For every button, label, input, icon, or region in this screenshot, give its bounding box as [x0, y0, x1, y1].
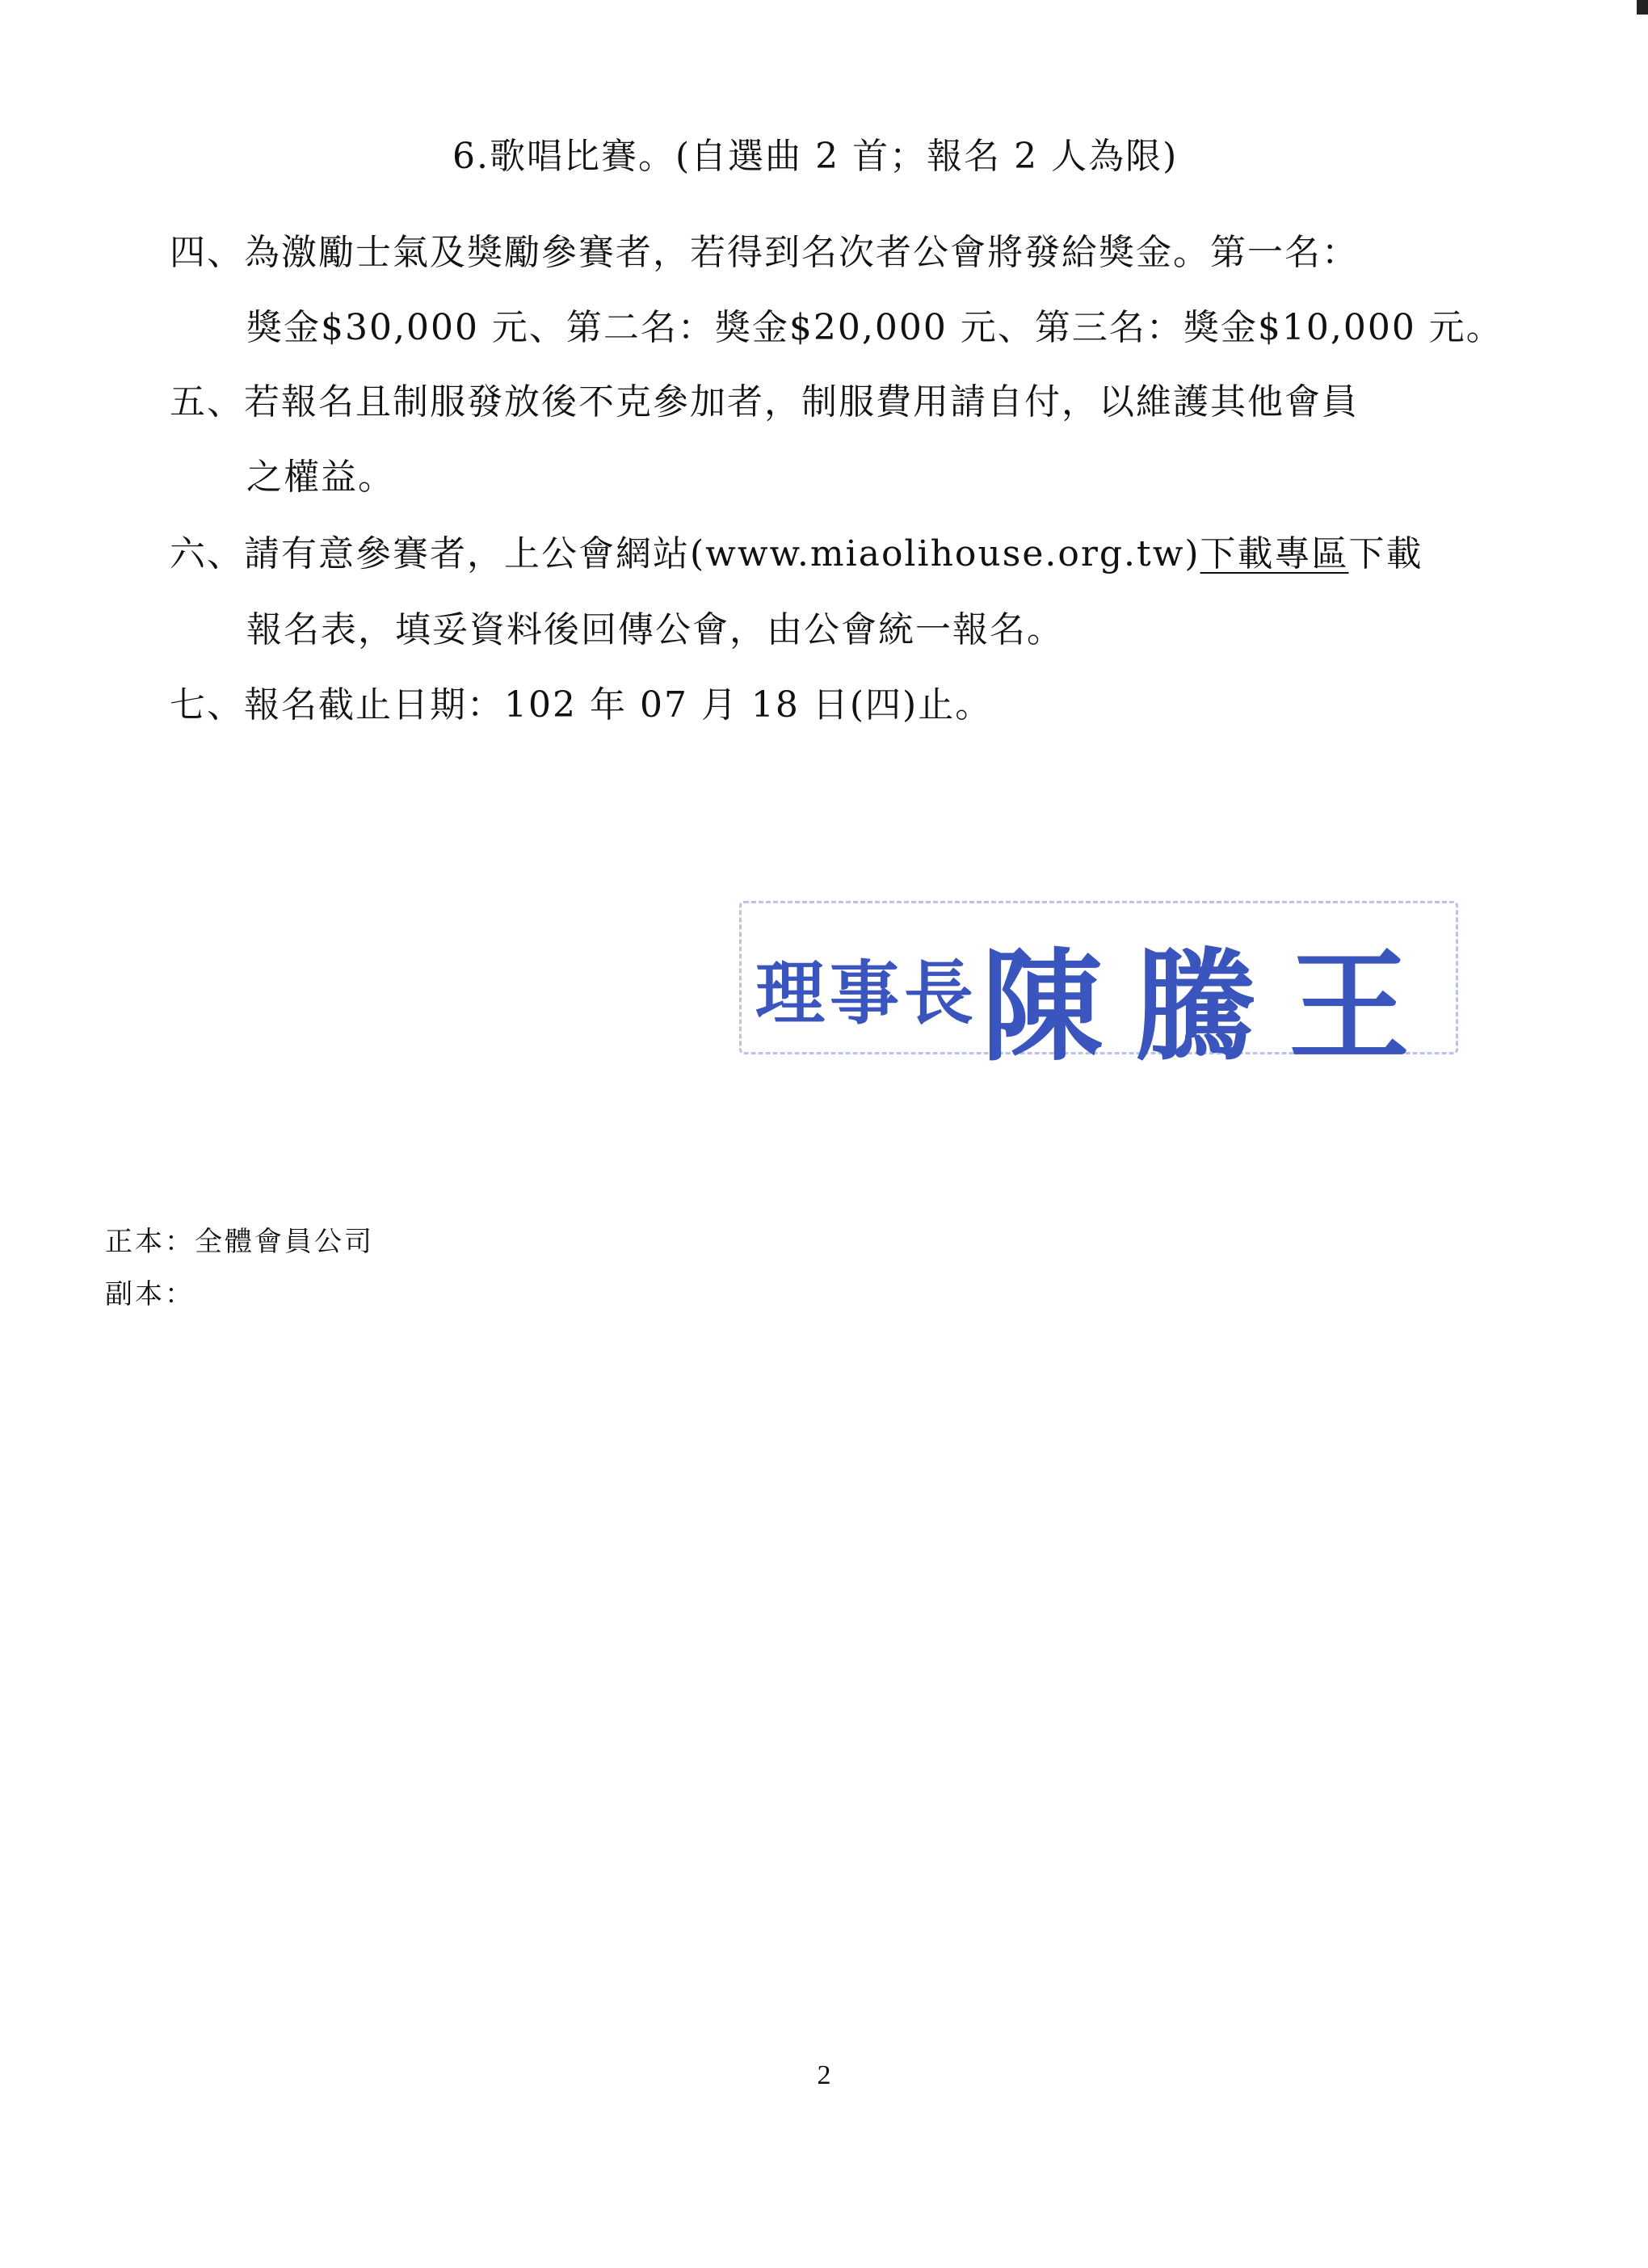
chairman-seal [739, 901, 1458, 1078]
download-area-link[interactable]: 下載專區 [1200, 533, 1349, 574]
page-number: 2 [817, 2060, 831, 2090]
section-4-line-2: 獎金$30,000 元、第二名：獎金$20,000 元、第三名：獎金$10,000 元。 [246, 307, 1503, 348]
section-7-deadline: 七、報名截止日期：102 年 07 月 18 日(四)止。 [170, 684, 993, 726]
section-5-line-2: 之權益。 [246, 457, 395, 498]
section-4-line-1: 四、為激勵士氣及獎勵參賽者，若得到名次者公會將發給獎金。第一名： [170, 232, 1359, 273]
seal-name: 陳騰王 [982, 936, 1443, 1078]
section-6-line-2: 報名表，填妥資料後回傳公會，由公會統一報名。 [246, 609, 1064, 650]
copy-recipient: 副本： [105, 1278, 195, 1311]
section-6-suffix: 下載 [1348, 533, 1423, 574]
scan-edge-mark [1637, 0, 1648, 15]
section-6-prefix: 六、請有意參賽者，上公會網站(www.miaolihouse.org.tw) [170, 533, 1200, 574]
section-5-line-1: 五、若報名且制服發放後不克參加者，制服費用請自付，以維護其他會員 [170, 381, 1359, 423]
section-6-line-1 [170, 532, 1423, 577]
original-recipient: 正本：全體會員公司 [105, 1226, 374, 1258]
seal-title: 理事長 [755, 953, 978, 1034]
item-6-singing-contest: 6.歌唱比賽。(自選曲 2 首；報名 2 人為限) [452, 136, 1179, 177]
